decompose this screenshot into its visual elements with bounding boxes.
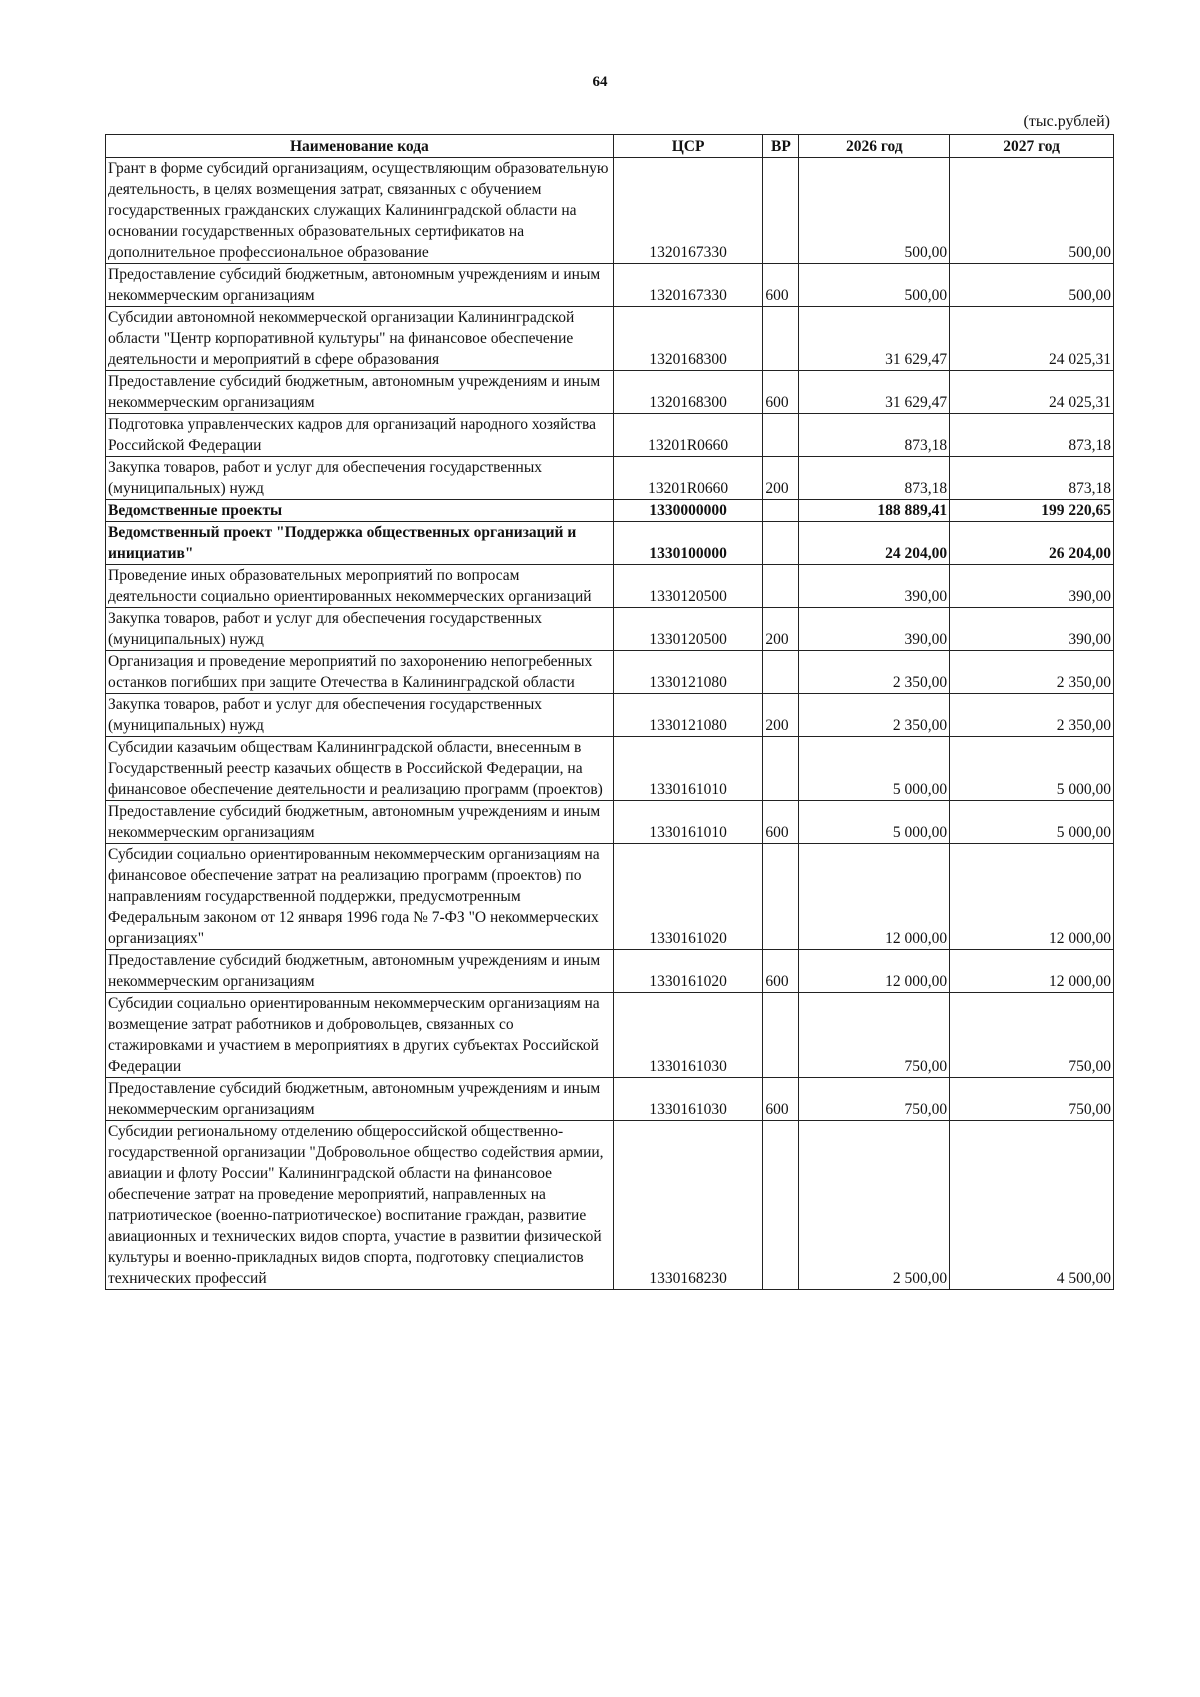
cell-name: Закупка товаров, работ и услуг для обеспечения государственных (муниципальных) нужд — [106, 608, 614, 651]
table-row — [106, 414, 1114, 457]
cell-name: Предоставление субсидий бюджетным, автономным учреждениям и иным некоммерческим организациям — [106, 950, 614, 993]
table-row — [106, 264, 1114, 307]
cell-name: Субсидии казачьим обществам Калининградской области, внесенным в Государственный реестр казачьих обществ в Российской Федерации, на финансовое обеспечение деятельности и реализацию программ (проектов) — [106, 737, 614, 801]
cell-vr: 200 — [763, 608, 799, 651]
header-csr: ЦСР — [613, 135, 763, 158]
table-row — [106, 1078, 1114, 1121]
table-body — [106, 158, 1114, 1290]
table-row — [106, 522, 1114, 565]
cell-2027: 873,18 — [950, 414, 1114, 457]
table-row — [106, 565, 1114, 608]
cell-vr — [763, 158, 799, 264]
cell-vr — [763, 651, 799, 694]
cell-csr: 1320167330 — [613, 158, 763, 264]
cell-name: Предоставление субсидий бюджетным, автономным учреждениям и иным некоммерческим организациям — [106, 801, 614, 844]
cell-2027: 24 025,31 — [950, 307, 1114, 371]
cell-csr: 1330000000 — [613, 500, 763, 522]
header-vr: ВР — [763, 135, 799, 158]
cell-2027: 500,00 — [950, 264, 1114, 307]
cell-vr: 600 — [763, 801, 799, 844]
cell-name: Субсидии региональному отделению общероссийской общественно-государственной организации "Добровольное общество содействия армии, авиации и флоту России" Калининградской области на финансовое обеспечение затрат на проведение мероприятий, направленных на патриотическое (военно-патриотическое) воспитание граждан, развитие авиационных и технических видов спорта, участие в развитии физической культуры и военно-прикладных видов спорта, подготовку специалистов технических профессий — [106, 1121, 614, 1290]
cell-vr — [763, 1121, 799, 1290]
table-row — [106, 651, 1114, 694]
cell-csr: 1320167330 — [613, 264, 763, 307]
header-2026: 2026 год — [799, 135, 950, 158]
cell-2026: 500,00 — [799, 264, 950, 307]
cell-name: Грант в форме субсидий организациям, осуществляющим образовательную деятельность, в целях возмещения затрат, связанных с обучением государственных гражданских служащих Калининградской области на основании государственных образовательных сертификатов на дополнительное профессиональное образование — [106, 158, 614, 264]
cell-2026: 12 000,00 — [799, 844, 950, 950]
cell-vr — [763, 307, 799, 371]
cell-csr: 1330161020 — [613, 950, 763, 993]
cell-name: Предоставление субсидий бюджетным, автономным учреждениям и иным некоммерческим организациям — [106, 264, 614, 307]
cell-csr: 1330121080 — [613, 694, 763, 737]
cell-2026: 24 204,00 — [799, 522, 950, 565]
header-2027: 2027 год — [950, 135, 1114, 158]
cell-2026: 31 629,47 — [799, 307, 950, 371]
units-label: (тыс.рублей) — [1023, 113, 1110, 130]
table-row — [106, 457, 1114, 500]
cell-2027: 4 500,00 — [950, 1121, 1114, 1290]
cell-vr — [763, 522, 799, 565]
cell-2027: 12 000,00 — [950, 950, 1114, 993]
table-row — [106, 158, 1114, 264]
table-row — [106, 500, 1114, 522]
cell-2027: 500,00 — [950, 158, 1114, 264]
cell-csr: 1330161010 — [613, 737, 763, 801]
cell-vr: 200 — [763, 457, 799, 500]
table-row — [106, 1121, 1114, 1290]
cell-vr — [763, 737, 799, 801]
table-row — [106, 993, 1114, 1078]
table-row — [106, 694, 1114, 737]
cell-name: Организация и проведение мероприятий по захоронению непогребенных останков погибших при защите Отечества в Калининградской области — [106, 651, 614, 694]
cell-csr: 1330120500 — [613, 565, 763, 608]
cell-name: Ведомственные проекты — [106, 500, 614, 522]
cell-2027: 199 220,65 — [950, 500, 1114, 522]
cell-vr: 600 — [763, 950, 799, 993]
cell-2027: 5 000,00 — [950, 737, 1114, 801]
cell-csr: 13201R0660 — [613, 414, 763, 457]
cell-2027: 750,00 — [950, 993, 1114, 1078]
cell-csr: 1330161020 — [613, 844, 763, 950]
cell-name: Закупка товаров, работ и услуг для обеспечения государственных (муниципальных) нужд — [106, 457, 614, 500]
table-row — [106, 737, 1114, 801]
table-row — [106, 950, 1114, 993]
cell-csr: 1330161030 — [613, 1078, 763, 1121]
cell-vr — [763, 565, 799, 608]
cell-vr — [763, 993, 799, 1078]
cell-2026: 873,18 — [799, 457, 950, 500]
cell-name: Субсидии социально ориентированным некоммерческим организациям на финансовое обеспечение затрат на реализацию программ (проектов) по направлениям государственной поддержки, предусмотренным Федеральным законом от 12 января 1996 года № 7-ФЗ "О некоммерческих организациях" — [106, 844, 614, 950]
table-row — [106, 371, 1114, 414]
cell-2027: 390,00 — [950, 608, 1114, 651]
cell-2027: 26 204,00 — [950, 522, 1114, 565]
cell-csr: 1330161010 — [613, 801, 763, 844]
cell-name: Предоставление субсидий бюджетным, автономным учреждениям и иным некоммерческим организациям — [106, 1078, 614, 1121]
cell-2026: 2 350,00 — [799, 694, 950, 737]
table-row — [106, 608, 1114, 651]
cell-2026: 390,00 — [799, 565, 950, 608]
cell-vr: 600 — [763, 371, 799, 414]
cell-2026: 188 889,41 — [799, 500, 950, 522]
cell-name: Субсидии социально ориентированным некоммерческим организациям на возмещение затрат работников и добровольцев, связанных со стажировками и участием в мероприятиях в других субъектах Российской Федерации — [106, 993, 614, 1078]
cell-csr: 1330121080 — [613, 651, 763, 694]
cell-csr: 1320168300 — [613, 371, 763, 414]
cell-csr: 1330120500 — [613, 608, 763, 651]
cell-2026: 5 000,00 — [799, 737, 950, 801]
table-row — [106, 801, 1114, 844]
cell-name: Подготовка управленческих кадров для организаций народного хозяйства Российской Федерации — [106, 414, 614, 457]
cell-vr — [763, 844, 799, 950]
cell-name: Ведомственный проект "Поддержка общественных организаций и инициатив" — [106, 522, 614, 565]
cell-csr: 13201R0660 — [613, 457, 763, 500]
cell-name: Субсидии автономной некоммерческой организации Калининградской области "Центр корпоративной культуры" на финансовое обеспечение деятельности и мероприятий в сфере образования — [106, 307, 614, 371]
cell-vr: 200 — [763, 694, 799, 737]
cell-csr: 1320168300 — [613, 307, 763, 371]
cell-2026: 2 350,00 — [799, 651, 950, 694]
cell-2027: 750,00 — [950, 1078, 1114, 1121]
cell-vr: 600 — [763, 1078, 799, 1121]
cell-2027: 24 025,31 — [950, 371, 1114, 414]
table-row — [106, 307, 1114, 371]
cell-name: Закупка товаров, работ и услуг для обеспечения государственных (муниципальных) нужд — [106, 694, 614, 737]
cell-vr — [763, 414, 799, 457]
cell-2026: 873,18 — [799, 414, 950, 457]
cell-csr: 1330168230 — [613, 1121, 763, 1290]
table-row — [106, 844, 1114, 950]
cell-csr: 1330161030 — [613, 993, 763, 1078]
cell-2026: 750,00 — [799, 1078, 950, 1121]
cell-2027: 5 000,00 — [950, 801, 1114, 844]
cell-name: Предоставление субсидий бюджетным, автономным учреждениям и иным некоммерческим организациям — [106, 371, 614, 414]
cell-csr: 1330100000 — [613, 522, 763, 565]
cell-2027: 12 000,00 — [950, 844, 1114, 950]
cell-2026: 5 000,00 — [799, 801, 950, 844]
cell-2027: 390,00 — [950, 565, 1114, 608]
cell-vr — [763, 500, 799, 522]
cell-2026: 500,00 — [799, 158, 950, 264]
cell-name: Проведение иных образовательных мероприятий по вопросам деятельности социально ориентированных некоммерческих организаций — [106, 565, 614, 608]
cell-vr: 600 — [763, 264, 799, 307]
budget-table — [105, 134, 1114, 1290]
cell-2026: 12 000,00 — [799, 950, 950, 993]
cell-2026: 390,00 — [799, 608, 950, 651]
cell-2026: 750,00 — [799, 993, 950, 1078]
cell-2027: 2 350,00 — [950, 651, 1114, 694]
cell-2026: 2 500,00 — [799, 1121, 950, 1290]
cell-2027: 2 350,00 — [950, 694, 1114, 737]
header-name: Наименование кода — [106, 135, 614, 158]
cell-2027: 873,18 — [950, 457, 1114, 500]
page-number: 64 — [592, 74, 608, 90]
cell-2026: 31 629,47 — [799, 371, 950, 414]
table-header-row — [106, 135, 1114, 158]
